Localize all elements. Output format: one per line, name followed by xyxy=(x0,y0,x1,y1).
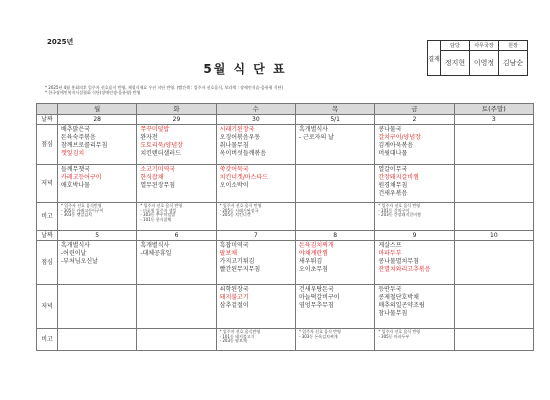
menu-item: 흑개별식사 xyxy=(61,242,90,249)
menu-item: 치킨너겟/마스타드 xyxy=(219,174,269,181)
note-entry: * 입주자 선호 음식반영 xyxy=(219,329,261,334)
lunch-cell xyxy=(375,241,454,285)
date-cell: 30 xyxy=(216,115,295,125)
lunch-cell xyxy=(216,241,295,285)
dinner-cell xyxy=(295,285,374,329)
note-entry: * 입주자 선호 음식 반영 xyxy=(219,203,262,208)
page-title: 5월 식 단 표 xyxy=(203,62,287,76)
note-entry: - 303동 쭈꾸미덮밥 xyxy=(140,212,176,218)
menu-item: 배추맑은국 xyxy=(61,126,90,133)
date-cell: 10 xyxy=(454,231,533,241)
corner-cell xyxy=(37,104,58,115)
weekday-header: 목 xyxy=(295,104,374,115)
menu-item: 애호박나물 xyxy=(61,182,90,189)
dinner-row xyxy=(37,285,534,329)
row-label-date: 날짜 xyxy=(37,115,58,125)
menu-item: 마파두부 xyxy=(378,250,402,257)
note-entry: - 203동 팔보채 xyxy=(219,338,247,344)
weekday-header: 금 xyxy=(375,104,454,115)
approval-label: 결재 xyxy=(428,41,441,76)
note-cell xyxy=(137,329,216,351)
menu-item: 삼추겉절이 xyxy=(219,302,249,309)
note-cell xyxy=(454,203,533,231)
lunch-cell xyxy=(137,241,216,285)
dinner-cell xyxy=(375,165,454,203)
menu-item: -대체공휴일 xyxy=(140,250,172,257)
lunch-cell xyxy=(454,125,533,165)
menu-item: 팔보채 xyxy=(219,250,238,257)
menu-table xyxy=(36,103,534,351)
menu-item: 시래기된장국 xyxy=(219,126,255,133)
note-entry: - 101동 갈치구이 xyxy=(378,207,410,213)
menu-item: 흑개별식사 xyxy=(298,126,328,133)
note-entry: - 305동 카레고등어구이 xyxy=(61,207,104,213)
note-cell xyxy=(216,203,295,231)
menu-item: 깻잎김치 xyxy=(61,150,85,157)
lunch-row xyxy=(37,125,534,165)
menu-item: 오이소박이 xyxy=(219,182,249,189)
row-label-dinner: 저녁 xyxy=(37,285,58,329)
year-label: 2025년 xyxy=(47,38,74,46)
menu-item: 흑개별식사 xyxy=(140,242,170,249)
note-entry: - 미포원 입주자 생일 xyxy=(140,207,177,213)
menu-item: 건새우탕돈국 xyxy=(298,286,334,293)
lunch-cell xyxy=(216,125,295,165)
menu-item: 카레고등어구이 xyxy=(61,174,102,181)
lunch-row xyxy=(37,241,534,285)
menu-item: -부처님오신날 xyxy=(61,258,98,265)
date-cell: 6 xyxy=(137,231,216,241)
menu-item: 새우튀김 xyxy=(298,258,323,265)
menu-item: 옥이버섯들깨볶음 xyxy=(219,150,267,157)
note-cell xyxy=(137,203,216,231)
menu-item: 콩나물국 xyxy=(378,126,402,133)
note-cell xyxy=(58,329,137,351)
note-entry: - 101동 한식잡채 xyxy=(140,216,172,222)
approval-header-staff: 담당 xyxy=(441,41,470,51)
dinner-cell xyxy=(137,285,216,329)
menu-item: 건새우볶음 xyxy=(378,190,408,197)
date-row xyxy=(37,231,534,241)
menu-item: 야채계란찜 xyxy=(298,250,328,257)
dinner-cell xyxy=(375,285,454,329)
date-cell: 29 xyxy=(137,115,216,125)
menu-item: 한식잡채 xyxy=(140,174,164,181)
dinner-row xyxy=(37,165,534,203)
note-entry: - 303동 돈육김치찌개 xyxy=(298,333,338,339)
menu-item: 열갈이무국 xyxy=(378,166,408,173)
dinner-cell xyxy=(216,285,295,329)
lunch-cell xyxy=(295,125,374,165)
note-cell xyxy=(454,329,533,351)
row-label-lunch: 점심 xyxy=(37,125,58,165)
menu-item: 돼지불고기 xyxy=(219,294,249,301)
row-label-lunch: 점심 xyxy=(37,241,58,285)
note-entry: * 입주자 선호 음식 반영 xyxy=(140,203,183,208)
menu-item: 참나물무침 xyxy=(378,310,408,317)
weekday-header: 토(주말) xyxy=(454,104,533,115)
menu-item: 돈육숙주볶음 xyxy=(61,134,96,141)
signature-staff: 정지현 xyxy=(441,51,470,76)
dinner-cell xyxy=(454,165,533,203)
note-cell xyxy=(295,329,374,351)
note-entry: * 입주자 선호 음식 반영 xyxy=(298,329,341,334)
dinner-cell xyxy=(216,165,295,203)
note-entry: - 205동 치킨너겟 xyxy=(219,212,251,218)
menu-item: 오이초무침 xyxy=(298,266,328,273)
menu-item: 머윗대나물 xyxy=(378,150,408,157)
note-line: * 2025년 4월 홍회의후 입주자 선호음식 반영, 제철식재료 우선 식단 반영. (빨간색 : 입주자 선호음식, 보라색 : 장애인식습-음쥬형 식단) xyxy=(45,85,284,90)
signature-director: 이영정 xyxy=(470,51,499,76)
menu-item: -어린이날 xyxy=(61,250,87,257)
date-cell: 28 xyxy=(58,115,137,125)
row-label-note: 비고 xyxy=(37,329,58,351)
lunch-cell xyxy=(58,125,137,165)
note-entry: * 입주자 선호 음식 반영 xyxy=(378,329,421,334)
date-cell: 7 xyxy=(216,231,295,241)
menu-item: 콩나물멸치무침 xyxy=(378,258,419,265)
lunch-cell xyxy=(58,241,137,285)
note-entry: - 305동 마파두부 xyxy=(378,333,410,339)
menu-item: 빨간된무지무침 xyxy=(219,266,261,273)
note-entry: - 101동 돼지불고기 xyxy=(219,333,255,339)
dinner-cell xyxy=(58,285,137,329)
menu-item: 등딴두국 xyxy=(378,286,402,293)
note-entry: * 입주자 선호 음식반영 xyxy=(61,203,102,208)
dinner-cell xyxy=(295,165,374,203)
approval-header-chief: 원장 xyxy=(499,41,528,51)
menu-item: 소고기미역국 xyxy=(140,166,176,173)
date-cell: 8 xyxy=(295,231,374,241)
note-cell xyxy=(58,203,137,231)
date-cell: 3 xyxy=(454,115,533,125)
menu-item: 염엉무추무침 xyxy=(298,302,334,309)
lunch-cell xyxy=(295,241,374,285)
note-cell xyxy=(216,329,295,351)
menu-item: 마늘떡갈비구이 xyxy=(298,294,340,301)
date-row xyxy=(37,115,534,125)
menu-item: 취나물무침 xyxy=(219,142,249,149)
note-line: * 한국장애인복지시설협회 식단(장애인생-음쥬형) 반영 xyxy=(45,90,141,95)
dinner-cell xyxy=(137,165,216,203)
menu-item: 잔멸치와리고추볶음 xyxy=(378,266,431,273)
note-cell xyxy=(295,203,374,231)
menu-item: 돈육김치찌개 xyxy=(298,242,334,249)
menu-item: 들깨무챗국 xyxy=(61,166,90,173)
date-cell: 5 xyxy=(58,231,137,241)
date-cell: 5/1 xyxy=(295,115,374,125)
dinner-cell xyxy=(454,285,533,329)
lunch-cell xyxy=(375,125,454,165)
menu-item: 쑥갓어묵국 xyxy=(219,166,249,173)
note-cell xyxy=(375,329,454,351)
menu-item: 간장돼지갈비찜 xyxy=(378,174,419,181)
menu-item: 오징어볶음우동 xyxy=(219,134,261,141)
note-cell xyxy=(375,203,454,231)
weekday-header: 월 xyxy=(58,104,137,115)
menu-item: 열무된장무침 xyxy=(140,182,176,189)
menu-item: 매추의일곤약조림 xyxy=(378,302,425,309)
note-entry: - 203동 간장돼지갈비찜 xyxy=(378,212,421,218)
menu-item: 갈치구이/양념장 xyxy=(378,134,421,141)
menu-item: 쇠학된장국 xyxy=(219,286,249,293)
approval-box xyxy=(427,40,528,76)
menu-item: 흑찹미역국 xyxy=(219,242,249,249)
notes xyxy=(45,85,283,95)
signature-chief: 김남순 xyxy=(499,51,528,76)
menu-item: 도토리묵/양념장 xyxy=(140,142,183,149)
menu-item: 쭈꾸미덮밥 xyxy=(140,126,170,133)
menu-item: 원경채무침 xyxy=(378,182,408,189)
weekday-header: 수 xyxy=(216,104,295,115)
note-entry: * 입주자 선호 음식 반영 xyxy=(378,203,421,208)
menu-item: 참깨브로콜리무침 xyxy=(61,142,108,149)
note-row xyxy=(37,203,534,231)
lunch-cell xyxy=(137,125,216,165)
menu-item: 가지고기튀김 xyxy=(219,258,255,265)
weekday-header-row xyxy=(37,104,534,115)
note-entry: - 303동 깻잎김치 xyxy=(61,212,92,218)
menu-item: - 근로자의 날 xyxy=(298,134,334,141)
note-row xyxy=(37,329,534,351)
dinner-cell xyxy=(58,165,137,203)
row-label-date: 날짜 xyxy=(37,231,58,241)
lunch-cell xyxy=(454,241,533,285)
menu-item: 김계아욱볶음 xyxy=(378,142,414,149)
row-label-dinner: 저녁 xyxy=(37,165,58,203)
menu-item: 완자전 xyxy=(140,134,158,141)
menu-item: 치킨텐더샐러드 xyxy=(140,150,181,157)
approval-header-director: 사무국장 xyxy=(470,41,499,51)
note-entry: - 205동 시래기된장국 xyxy=(219,207,259,213)
weekday-header: 화 xyxy=(137,104,216,115)
date-cell: 9 xyxy=(375,231,454,241)
menu-item: 콩제철단호박채 xyxy=(378,294,419,301)
row-label-note: 비고 xyxy=(37,203,58,231)
date-cell: 2 xyxy=(375,115,454,125)
menu-item: 게살스프 xyxy=(378,242,402,249)
